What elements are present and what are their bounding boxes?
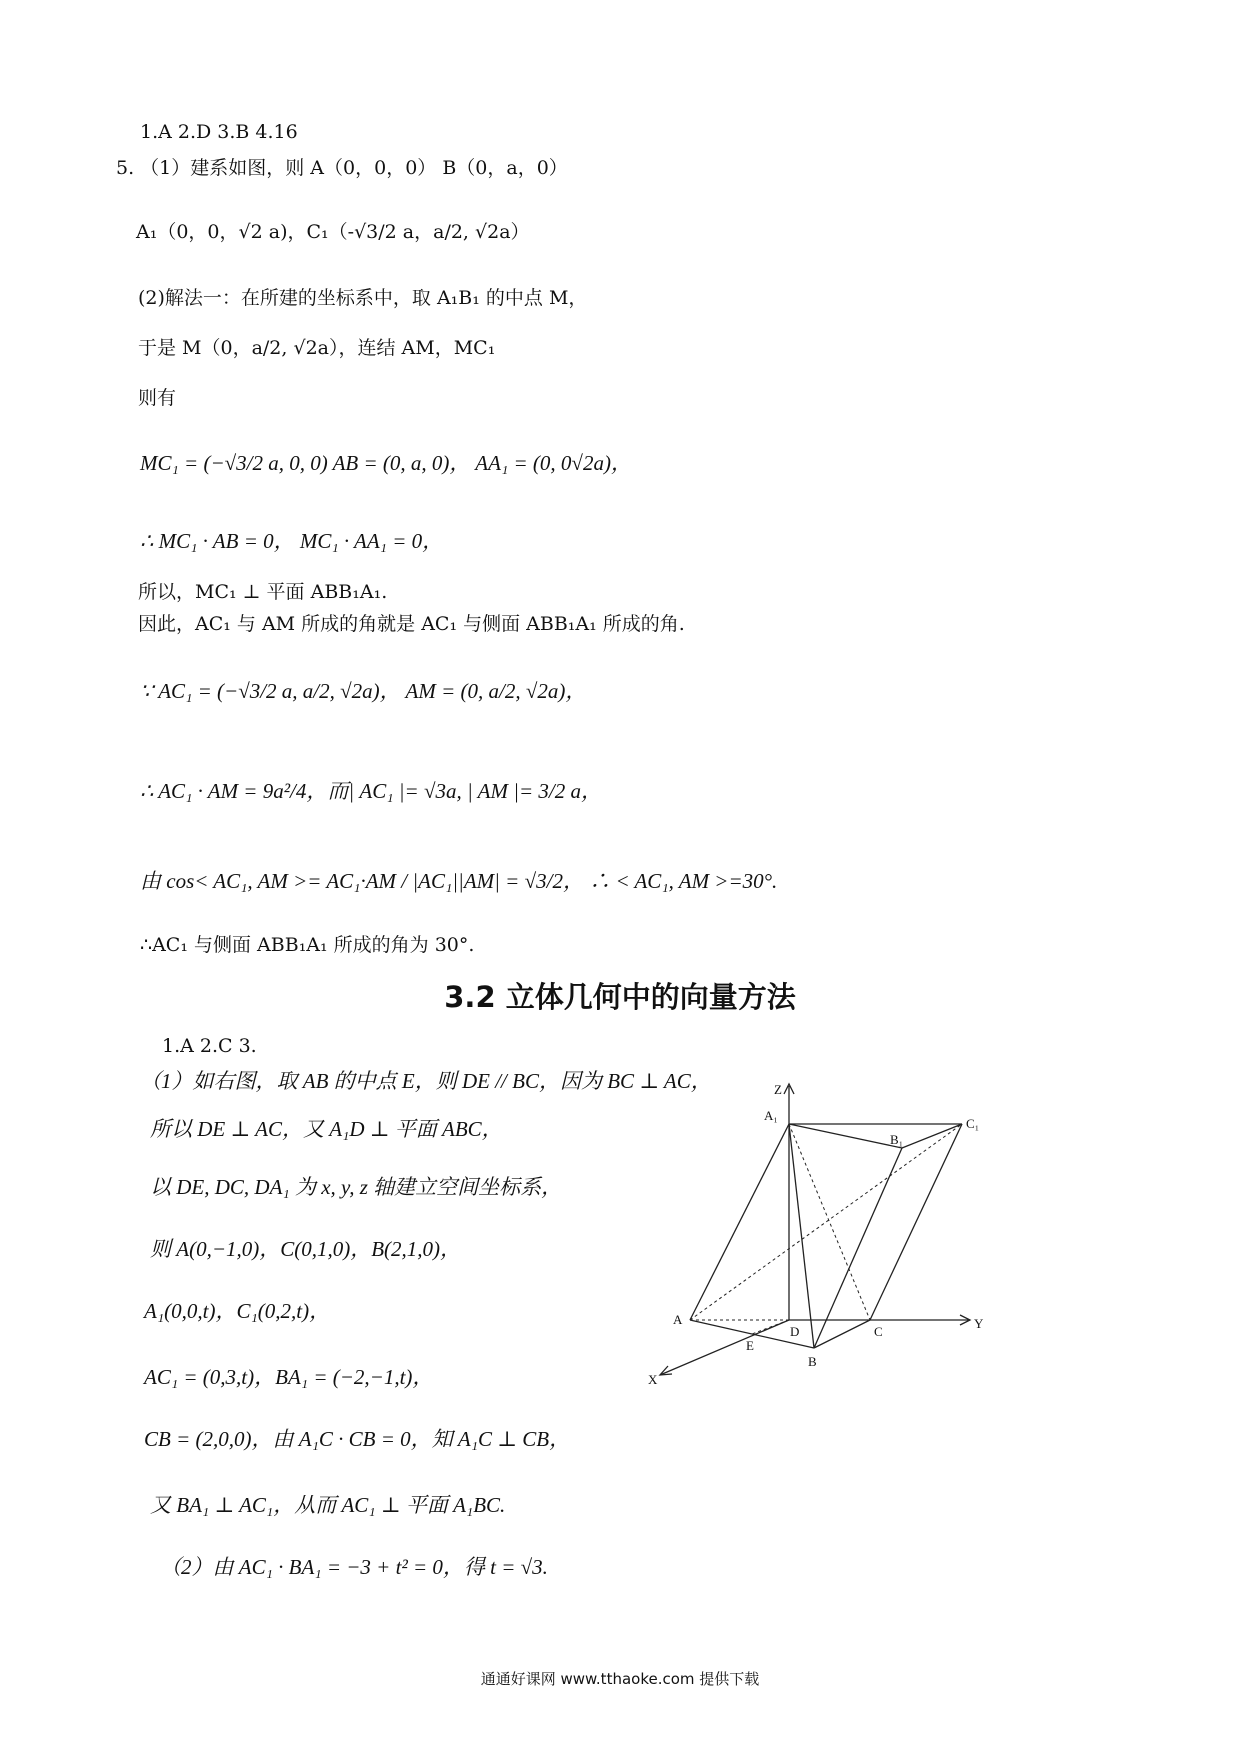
answers-new: 1.A 2.C 3.	[162, 1035, 257, 1057]
label-c: C	[874, 1324, 883, 1339]
q5-vectors: MC₁ = (−√3/2 a, 0, 0) AB = (0, a, 0)， AA₁ = (0, 0√2a)，	[140, 451, 632, 475]
q3-line-2: 所以 DE ⊥ AC，又 A₁D ⊥ 平面 ABC，	[150, 1117, 503, 1141]
q3-line-3: 以 DE, DC, DA₁ 为 x, y, z 轴建立空间坐标系，	[150, 1175, 563, 1199]
q5-conclusion: ∴AC₁ 与侧面 ABB₁A₁ 所成的角为 30°.	[140, 934, 475, 956]
label-a1: A₁	[764, 1108, 778, 1123]
label-b: B	[808, 1354, 817, 1369]
q5-part2-intro: (2)解法一：在所建的坐标系中，取 A₁B₁ 的中点 M，	[138, 287, 588, 309]
q5-perpendicular: 所以，MC₁ ⊥ 平面 ABB₁A₁.	[138, 581, 388, 603]
label-b1: B₁	[890, 1132, 904, 1147]
label-a: A	[673, 1312, 683, 1327]
q5-cosine: 由 cos< AC₁, AM >= AC₁·AM / |AC₁||AM| = √3/2， ∴ < AC₁, AM >=30°.	[140, 869, 778, 893]
q5-part1: 5. （1）建系如图，则 A（0，0，0） B（0，a，0）	[116, 157, 568, 179]
edge-a1-b	[789, 1124, 814, 1348]
q3-line-8: 又 BA₁ ⊥ AC₁，从而 AC₁ ⊥ 平面 A₁BC.	[150, 1493, 506, 1517]
label-d: D	[790, 1324, 800, 1339]
edge-c-c1	[870, 1124, 962, 1320]
dashed-a-c1	[690, 1124, 962, 1320]
section-title: 3.2 立体几何中的向量方法	[444, 980, 796, 1014]
label-x: X	[648, 1372, 658, 1387]
label-c1: C₁	[966, 1116, 980, 1131]
q5-dot-products: ∴ MC₁ · AB = 0， MC₁ · AA₁ = 0，	[140, 529, 444, 553]
q5-coords: A₁（0，0，√2 a)，C₁（-√3/2 a，a/2, √2a）	[136, 221, 530, 243]
dashed-a1-c	[789, 1124, 870, 1320]
q5-then: 则有	[138, 387, 177, 409]
q3-line-7: CB = (2,0,0)，由 A₁C · CB = 0，知 A₁C ⊥ CB，	[144, 1427, 571, 1451]
q5-product: ∴ AC₁ · AM = 9a²/4，而| AC₁ |= √3a, | AM |= 3/2 a，	[140, 779, 602, 803]
q3-line-6: AC₁ = (0,3,t)，BA₁ = (−2,−1,t)，	[144, 1365, 434, 1389]
label-z: Z	[774, 1082, 782, 1097]
prism-figure	[640, 1080, 1020, 1410]
edge-b-c	[814, 1320, 870, 1348]
q5-midpoint-m: 于是 M（0，a/2, √2a），连结 AM，MC₁	[138, 337, 496, 359]
q5-angle-statement: 因此，AC₁ 与 AM 所成的角就是 AC₁ 与侧面 ABB₁A₁ 所成的角.	[138, 613, 685, 635]
answers-prev: 1.A 2.D 3.B 4.16	[140, 121, 298, 143]
q3-line-4: 则 A(0,−1,0)，C(0,1,0)，B(2,1,0)，	[150, 1237, 462, 1261]
edge-a1-b1	[789, 1124, 902, 1148]
footer-credit: 通通好课网 www.tthaoke.com 提供下载	[480, 1670, 760, 1688]
q3-line-9: （2）由 AC₁ · BA₁ = −3 + t² = 0，得 t = √3.	[160, 1555, 548, 1579]
q3-line-1: （1）如右图，取 AB 的中点 E，则 DE // BC，因为 BC ⊥ AC，	[140, 1069, 712, 1093]
label-e: E	[746, 1338, 754, 1353]
label-y: Y	[974, 1316, 984, 1331]
edge-a-a1	[690, 1124, 789, 1320]
q5-because: ∵ AC₁ = (−√3/2 a, a/2, √2a)， AM = (0, a/2, √2a)，	[140, 679, 587, 703]
q3-line-5: A₁(0,0,t)，C₁(0,2,t)，	[144, 1299, 331, 1323]
edge-b-b1	[814, 1148, 902, 1348]
